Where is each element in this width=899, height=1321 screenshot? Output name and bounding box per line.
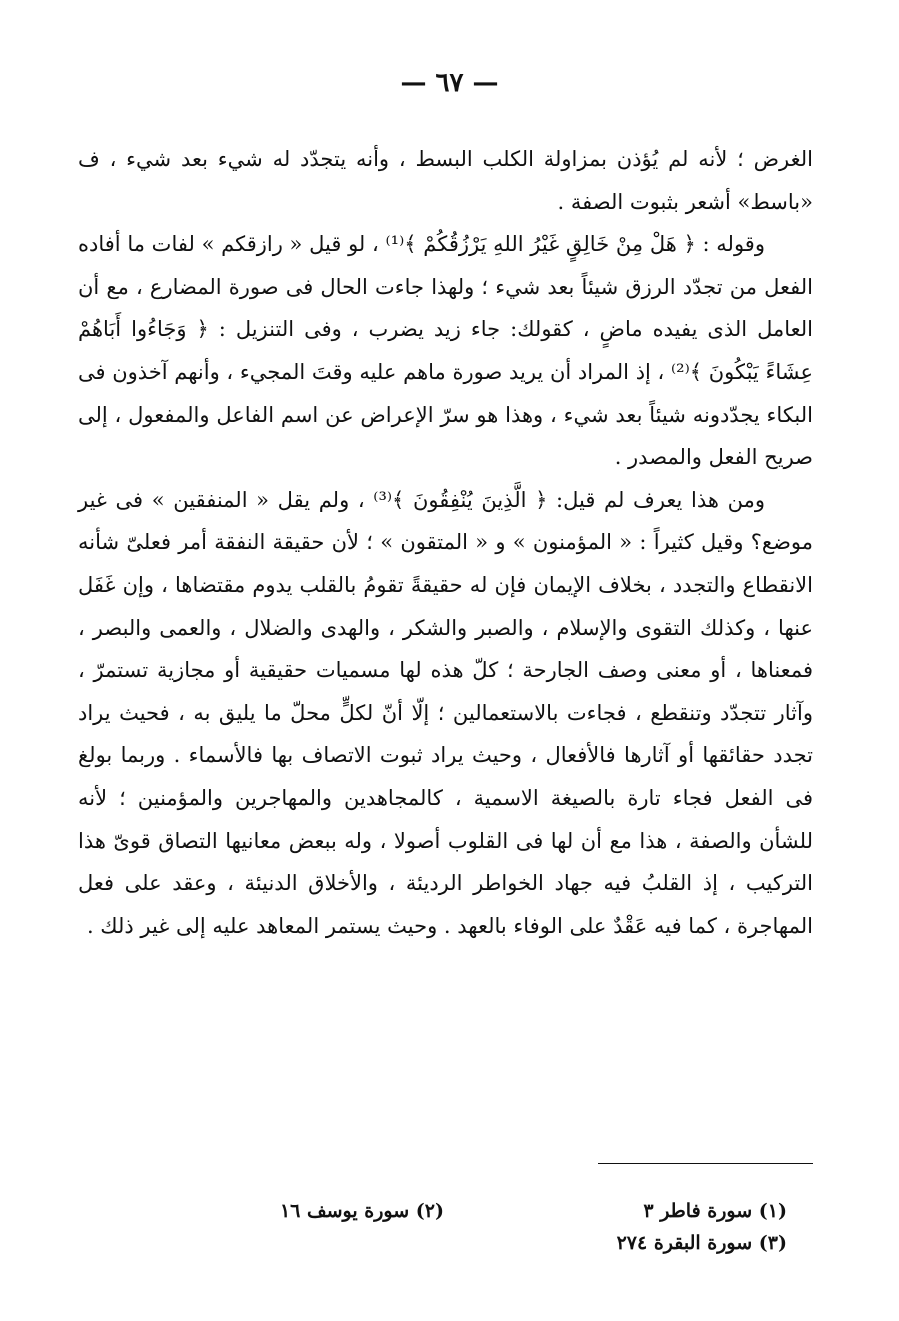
paragraph-2: وقوله : ﴿ هَلْ مِنْ خَالِقٍ غَيْرُ اللهِ يَرْزُقُكُمْ ﴾⁽¹⁾ ، لو قيل « رازقكم » لفات ما أفاده الفعل من تجدّد الرزق شيئاً بعد شيء ؛ ولهذا جاءت الحال فى صورة المضارع ، مع أن العامل الذى يفيده ماضٍ ، كقولك: جاء زيد يضرب ، وفى التنزيل : ﴿ وَجَاءُوا أَبَاهُمْ عِشَاءً يَبْكُونَ ﴾⁽²⁾ ، إذ المراد أن يريد صورة ماهم عليه وقتَ المجيء ، وأنهم آخذون فى البكاء يجدّدونه شيئاً بعد شيء ، وهذا هو سرّ الإعراض عن اسم الفاعل والمفعول ، إلى صريح الفعل والمصدر . bbox=[77, 232, 813, 470]
footnote-text: سورة فاطر ٣ bbox=[643, 1200, 753, 1222]
footnote-2 bbox=[280, 1196, 444, 1226]
paragraph-3: ومن هذا يعرف لم قيل: ﴿ الَّذِينَ يُنْفِقُونَ ﴾⁽³⁾ ، ولم يقل « المنفقين » فى غير موضع؟ وقيل كثيراً : « المؤمنون » و « المتقون » ؛ لأن حقيقة النفقة أمر فعلىّ شأنه الانقطاع والتجدد ، بخلاف الإيمان فإن له حقيقةً تقومُ بالقلب يدوم مقتضاها ، وإن غَفَل عنها ، وكذلك التقوى والإسلام ، والصبر والشكر ، والهدى والضلال ، والعمى والبصر ، فمعناها ، أو معنى وصف الجارحة ؛ كلّ هذه لها مسميات حقيقية أو مجازية تستمرّ ، وآثار تتجدّد وتنقطع ، فجاءت بالاستعمالين ؛ إلّا أنّ لكلٍّ محلّ ما يليق به ، فحيث يراد تجدد حقائقها أو آثارها فالأفعال ، وحيث يراد ثبوت الاتصاف بها فالأسماء . وربما بولغ فى الفعل فجاء تارة بالصيغة الاسمية ، كالمجاهدين والمهاجرين والمؤمنين ؛ لأنه للشأن والصفة ، هذا مع أن لها فى القلوب أصولا ، وله ببعض معانيها التصاق قوىّ هذا التركيب ، إذ القلبُ فيه جهاد الخواطر الرديئة ، والأخلاق الدنيئة ، وعقد على فعل المهاجرة ، كما فيه عَقْدٌ على الوفاء بالعهد . وحيث يستمر المعاهد عليه إلى غير ذلك . bbox=[78, 487, 813, 938]
main-text-body bbox=[78, 138, 813, 947]
footnote-text: سورة يوسف ١٦ bbox=[279, 1200, 410, 1222]
footnote-marker: (٣) bbox=[758, 1232, 787, 1254]
footnote-3 bbox=[617, 1228, 787, 1258]
footnote-1 bbox=[643, 1196, 787, 1226]
footnote-text: سورة البقرة ٢٧٤ bbox=[616, 1232, 753, 1254]
footnote-marker: (١) bbox=[758, 1200, 787, 1222]
footnote-separator bbox=[598, 1163, 813, 1164]
page-number: — ٦٧ — bbox=[400, 68, 499, 98]
footnote-marker: (٢) bbox=[415, 1200, 444, 1222]
paragraph-1: الغرض ؛ لأنه لم يُؤذن بمزاولة الكلب البسط ، وأنه يتجدّد له شيء بعد شيء ، ف «باسط» أشعر بثبوت الصفة . bbox=[78, 147, 813, 214]
